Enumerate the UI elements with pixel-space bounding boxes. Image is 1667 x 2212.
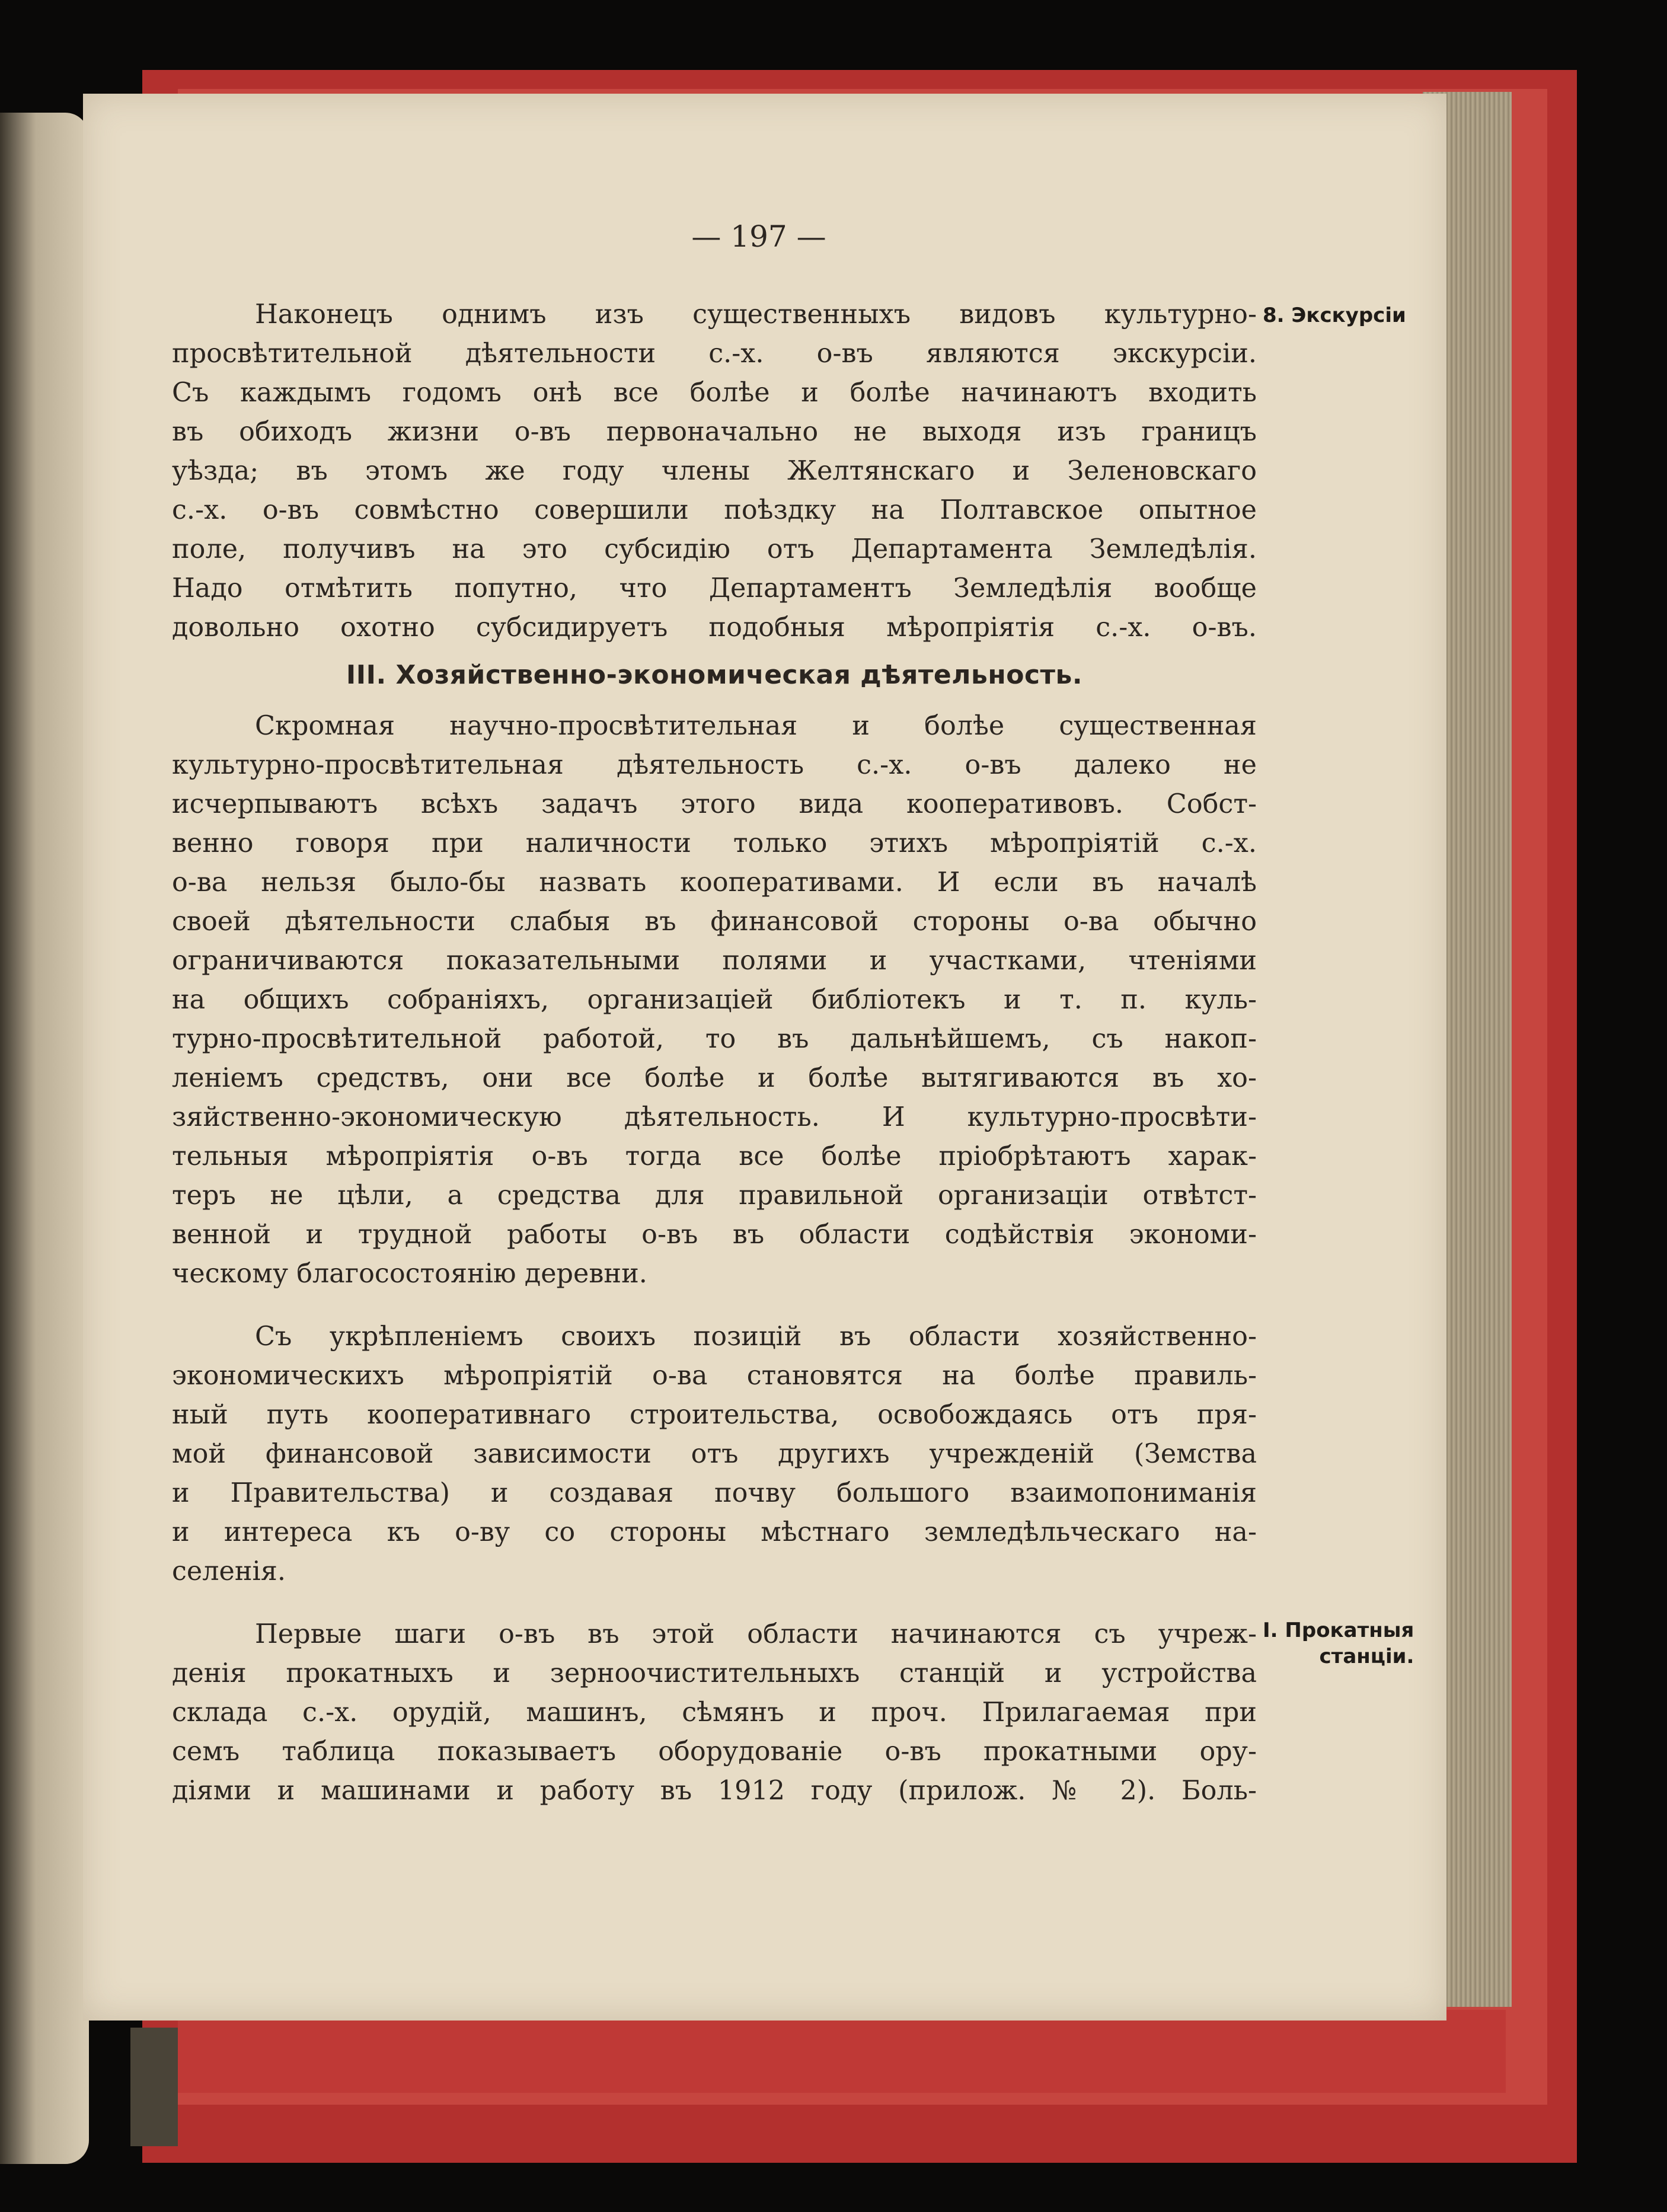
text-line: просвѣтительной дѣятельности с.-х. о-въ являются экскурсіи. xyxy=(172,339,1257,369)
text-line: с.-х. о-въ совмѣстно совершили поѣздку на Полтавское опытное xyxy=(172,495,1257,525)
text-line: семъ таблица показываетъ оборудованіе о-въ прокатными ору- xyxy=(172,1737,1257,1767)
text-line: поле, получивъ на это субсидію отъ Департамента Земледѣлія. xyxy=(172,534,1257,564)
text-line: венной и трудной работы о-въ въ области содѣйствія экономи- xyxy=(172,1220,1257,1250)
text-line: ный путь кооперативнаго строительства, освобождаясь отъ пря- xyxy=(172,1400,1257,1430)
text-line: леніемъ средствъ, они все болѣе и болѣе вытягиваются въ хо- xyxy=(172,1063,1257,1093)
book-spine xyxy=(130,2028,178,2146)
text-line: Съ укрѣпленіемъ своихъ позицій въ области хозяйственно- xyxy=(255,1322,1257,1352)
text-line: въ обиходъ жизни о-въ первоначально не выходя изъ границъ xyxy=(172,417,1257,447)
text-line: Надо отмѣтить попутно, что Департаментъ Земледѣлія вообще xyxy=(172,573,1257,604)
text-line: Скромная научно-просвѣтительная и болѣе существенная xyxy=(255,711,1257,741)
margin-note-line: станціи. xyxy=(1319,1645,1414,1668)
text-line: Первые шаги о-въ въ этой области начинаются съ учреж- xyxy=(255,1619,1257,1649)
paragraph-excursions xyxy=(172,295,1257,647)
text-line: діями и машинами и работу въ 1912 году (прилож. № 2). Боль- xyxy=(172,1776,1257,1806)
text-line: на общихъ собраніяхъ, организаціей библіотекъ и т. п. куль- xyxy=(172,985,1257,1015)
text-line: теръ не цѣли, а средства для правильной организаціи отвѣтст- xyxy=(172,1180,1257,1211)
text-line: селенія. xyxy=(172,1556,286,1587)
paragraph-economic-activity xyxy=(172,707,1257,1294)
margin-note-rental-stations xyxy=(1263,1617,1414,1670)
text-line: Наконецъ однимъ изъ существенныхъ видовъ культурно- xyxy=(255,299,1257,330)
paragraph-strengthening xyxy=(172,1317,1257,1591)
text-line: экономическихъ мѣропріятій о-ва становятся на болѣе правиль- xyxy=(172,1361,1257,1391)
paragraph-rental-stations xyxy=(172,1615,1257,1811)
adjacent-page-edge xyxy=(0,113,89,2164)
text-line: тельныя мѣропріятія о-въ тогда все болѣе пріобрѣтаютъ харак- xyxy=(172,1141,1257,1172)
text-line: зяйственно-экономическую дѣятельность. И культурно-просвѣти- xyxy=(172,1102,1257,1132)
page-body xyxy=(172,295,1257,1811)
text-line: Съ каждымъ годомъ онѣ все болѣе и болѣе начинаютъ входить xyxy=(172,378,1257,408)
text-line: о-ва нельзя было-бы назвать кооперативами. И если въ началѣ xyxy=(172,867,1257,898)
text-line: уѣзда; въ этомъ же году члены Желтянскаго и Зеленовскаго xyxy=(172,456,1257,486)
text-line: ограничиваются показательными полями и участками, чтеніями xyxy=(172,946,1257,976)
text-line: культурно-просвѣтительная дѣятельность с.-х. о-въ далеко не xyxy=(172,750,1257,780)
text-line: и интереса къ о-ву со стороны мѣстнаго земледѣльческаго на- xyxy=(172,1517,1257,1547)
text-line: склада с.-х. орудій, машинъ, сѣмянъ и проч. Прилагаемая при xyxy=(172,1697,1257,1728)
text-line: исчерпываютъ всѣхъ задачъ этого вида кооперативовъ. Собст- xyxy=(172,789,1257,819)
text-line: турно-просвѣтительной работой, то въ дальнѣйшемъ, съ накоп- xyxy=(172,1024,1257,1054)
text-line: и Правительства) и создавая почву большого взаимопониманія xyxy=(172,1478,1257,1508)
text-line: своей дѣятельности слабыя въ финансовой стороны о-ва обычно xyxy=(172,906,1257,937)
page-number: — 197 — xyxy=(691,219,826,254)
book-cover-bottom xyxy=(178,2010,1506,2093)
text-line: мой финансовой зависимости отъ другихъ учрежденій (Земства xyxy=(172,1439,1257,1469)
margin-note-excursions xyxy=(1263,302,1406,328)
text-line: довольно охотно субсидируетъ подобныя мѣропріятія с.-х. о-въ. xyxy=(172,612,1257,643)
book-page xyxy=(83,94,1446,2021)
section-heading: III. Хозяйственно-экономическая дѣятельность. xyxy=(346,660,1083,690)
margin-note-line: I. Прокатныя xyxy=(1263,1619,1414,1642)
text-line: венно говоря при наличности только этихъ мѣропріятій с.-х. xyxy=(172,828,1257,858)
text-line: ческому благосостоянію деревни. xyxy=(172,1259,647,1289)
margin-note-line: 8. Экскурсіи xyxy=(1263,304,1406,327)
text-line: денія прокатныхъ и зерноочистительныхъ станцій и устройства xyxy=(172,1658,1257,1688)
